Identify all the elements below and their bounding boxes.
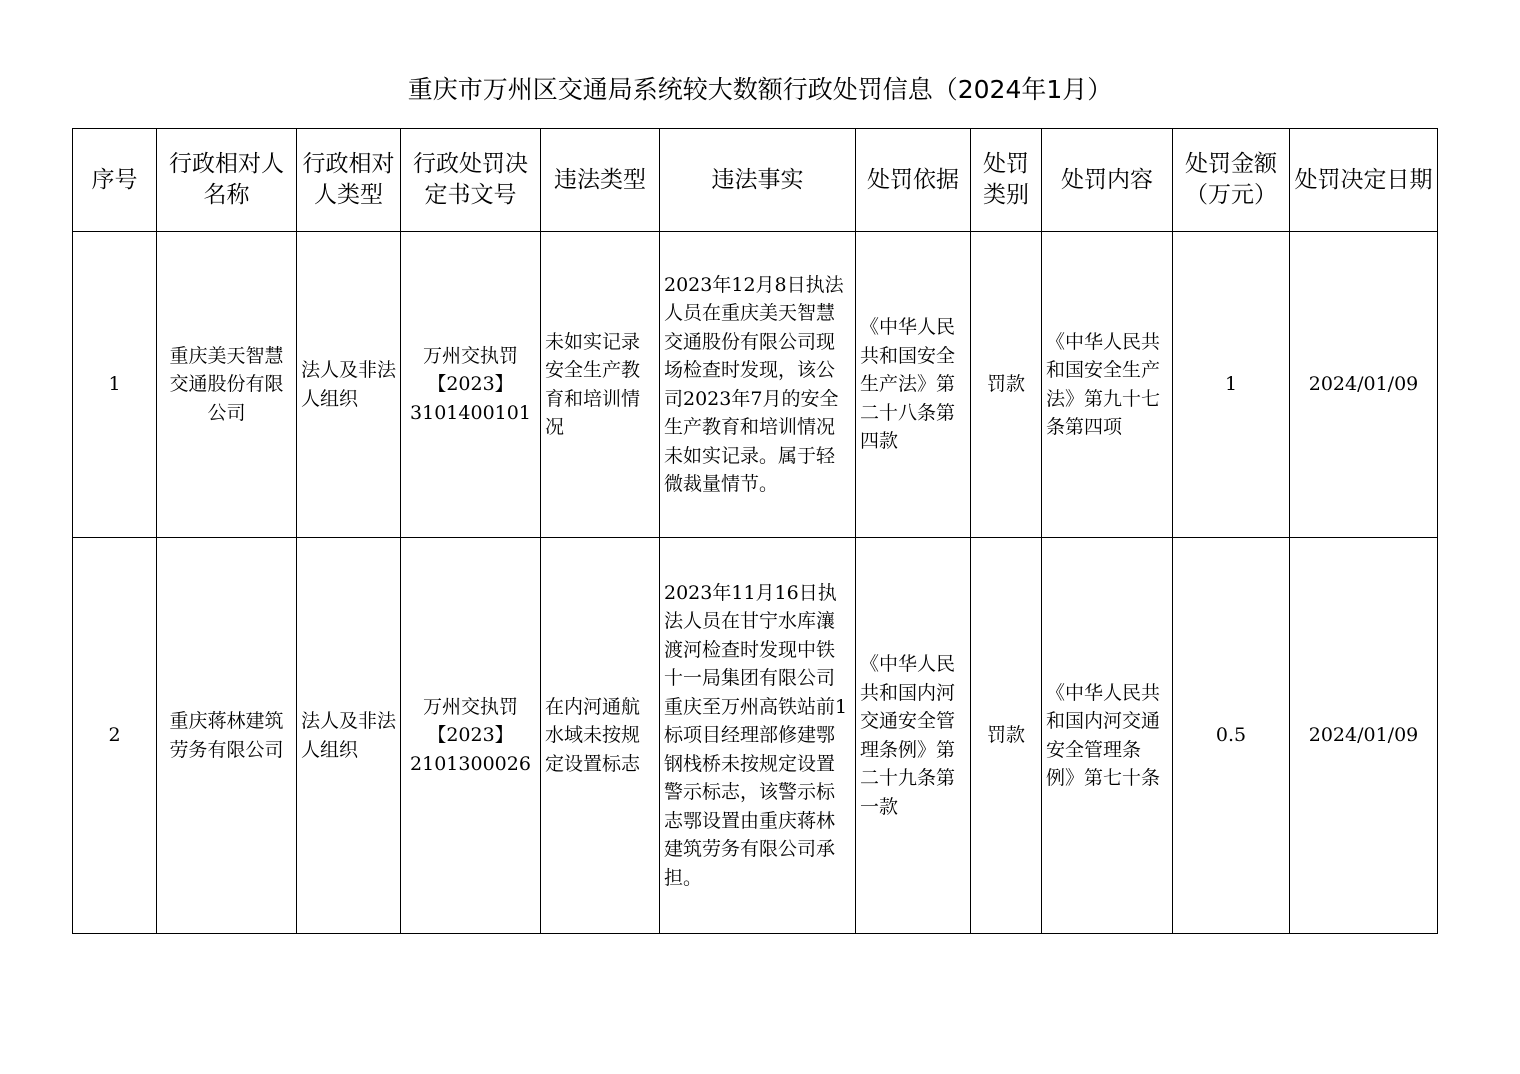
penalty-table [72,128,1438,934]
header-violation-type: 违法类型 [541,129,660,232]
header-amount: 处罚金额（万元） [1173,129,1290,232]
cell-party-type: 法人及非法人组织 [297,232,401,538]
header-index: 序号 [73,129,157,232]
header-row [73,129,1438,232]
cell-date: 2024/01/09 [1290,538,1438,934]
cell-basis: 《中华人民共和国安全生产法》第二十八条第四款 [856,232,971,538]
cell-category: 罚款 [971,232,1042,538]
table-row [73,538,1438,934]
cell-facts: 2023年11月16日执法人员在甘宁水库瀼渡河检查时发现中铁十一局集团有限公司重庆至万州高铁站前1标项目经理部修建鄂钢栈桥未按规定设置警示标志，该警示标志鄂设置由重庆蒋林建筑劳务有限公司承担。 [660,538,856,934]
header-category: 处罚类别 [971,129,1042,232]
cell-index: 1 [73,232,157,538]
header-basis: 处罚依据 [856,129,971,232]
cell-basis: 《中华人民共和国内河交通安全管理条例》第二十九条第一款 [856,538,971,934]
cell-violation-type: 在内河通航水域未按规定设置标志 [541,538,660,934]
cell-amount: 1 [1173,232,1290,538]
cell-facts: 2023年12月8日执法人员在重庆美天智慧交通股份有限公司现场检查时发现，该公司2023年7月的安全生产教育和培训情况未如实记录。属于轻微裁量情节。 [660,232,856,538]
cell-category: 罚款 [971,538,1042,934]
cell-doc-number: 万州交执罚【2023】2101300026 [401,538,541,934]
cell-party-type: 法人及非法人组织 [297,538,401,934]
cell-party-name: 重庆蒋林建筑劳务有限公司 [157,538,297,934]
header-doc-number: 行政处罚决定书文号 [401,129,541,232]
header-party-type: 行政相对人类型 [297,129,401,232]
table-row [73,232,1438,538]
cell-content: 《中华人民共和国内河交通安全管理条例》第七十条 [1042,538,1173,934]
cell-index: 2 [73,538,157,934]
header-date: 处罚决定日期 [1290,129,1438,232]
header-facts: 违法事实 [660,129,856,232]
header-content: 处罚内容 [1042,129,1173,232]
cell-violation-type: 未如实记录安全生产教育和培训情况 [541,232,660,538]
header-party-name: 行政相对人名称 [157,129,297,232]
cell-party-name: 重庆美天智慧交通股份有限公司 [157,232,297,538]
cell-content: 《中华人民共和国安全生产法》第九十七条第四项 [1042,232,1173,538]
cell-doc-number: 万州交执罚【2023】3101400101 [401,232,541,538]
page-title: 重庆市万州区交通局系统较大数额行政处罚信息（2024年1月） [407,75,1113,104]
cell-amount: 0.5 [1173,538,1290,934]
cell-date: 2024/01/09 [1290,232,1438,538]
